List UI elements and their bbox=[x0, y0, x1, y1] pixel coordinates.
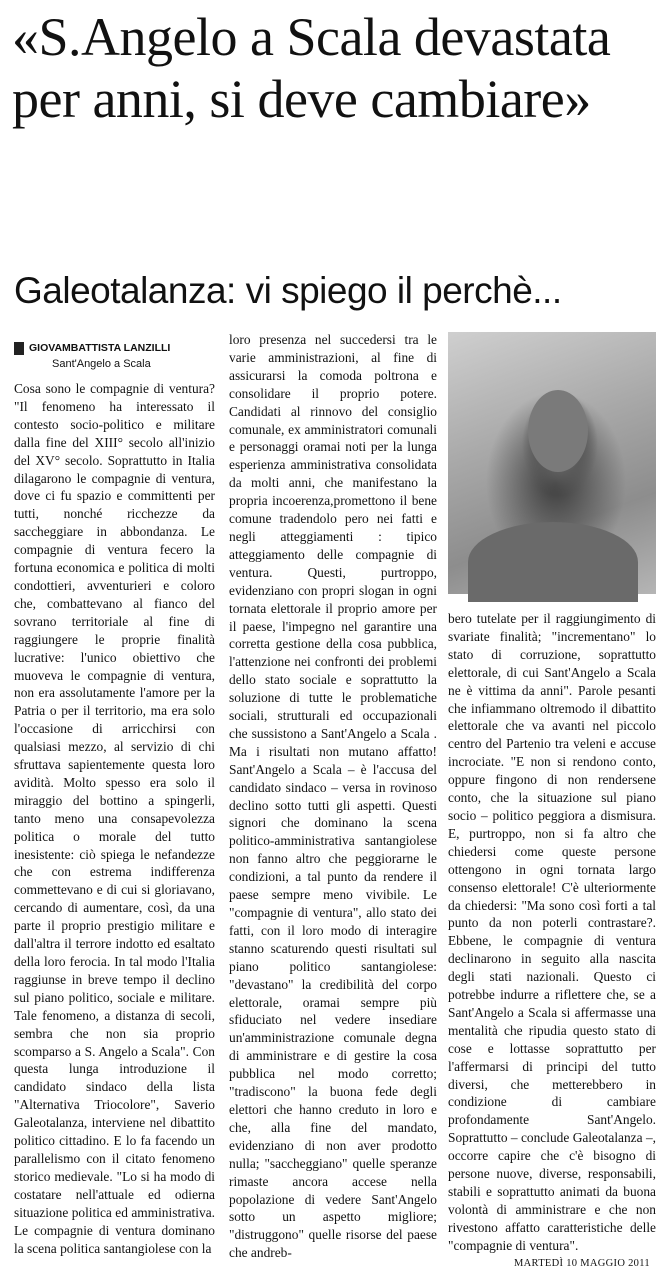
byline bbox=[14, 342, 224, 370]
author-name: GIOVAMBATTISTA LANZILLI bbox=[14, 342, 224, 355]
article-column-1: Cosa sono le compagnie di ventura? "Il fenomeno ha interessato il contesto socio-politico e militare dalla fine del XIII° secolo all'inizio del XV° secolo. Soprattutto in Italia dilagarono le compagnie di ventura, dove ci fu spazio e committenti per tutti, nonché ricchezze da saccheggiare in abbondanza. Le compagnie di ventura fecero la fortuna economica e politica di molti condottieri, avventurieri e coloro che, combattevano al fianco del sovrano territoriale al fine di raggiungere le proprie finalità lucrative: l'unico obiettivo che muoveva le compagnie di ventura, non era assolutamente l'amore per la Patria o per il territorio, ma era solo l'occasione di arricchirsi con qualsiasi mezzo, al servizio di chi sfruttava sapientemente questa loro avidità. Molto spesso era solo il miraggio del bottino a spingerli, tanto meno una consapevolezza politica o morale del tutto inesistente: ciò spiega le nefandezze che con estrema indifferenza commettevano e di cui si gloriavano, cercando di aumentare, così, da una parte il proprio prestigio militare e dall'altra il terrore indotto ed esaltato della loro ferocia. In tal modo l'Italia raggiunse in breve tempo il declino sul piano politico, sociale e militare. Tale fenomeno, a distanza di secoli, sembra che non sia proprio scomparso a S. Angelo a Scala". Con questa lunga introduzione il candidato sindaco della lista "Alternativa Triocolore", Saverio Galeotalanza, interviene nel dibattito politico cittadino. E lo fa facendo un parallelismo con il citato fenomeno storico medievale. "Lo si ha modo di costatare nell'attuale ed odierna situazione politica ed amministrativa. Le compagnie di ventura dominano la scena politica santangiolese con la bbox=[14, 381, 215, 1256]
subheadline: Galeotalanza: vi spiego il perchè... bbox=[14, 270, 562, 311]
headline: «S.Angelo a Scala devastata per anni, si deve cambiare» bbox=[12, 7, 611, 129]
publication-date: MARTEDÌ 10 MAGGIO 2011 bbox=[514, 1258, 650, 1269]
article-column-2: loro presenza nel succedersi tra le varie amministrazioni, al fine di assicurarsi la comoda poltrona e consolidare il proprio potere. Candidati al rinnovo del consiglio comunale, ex amministratori comunali e personaggi oramai noti per la lunga esperienza amministrativa consolidata da molti anni, che manifestano la propria incoerenza,promettono il bene comune tradendolo pero nei fatti e negli atteggiamenti : tipico atteggiamento delle compagnie di ventura. Questi, purtroppo, evidenziano con propri slogan in ogni tornata elettorale il proprio amore per il paese, l'impegno nel garantire una corretta gestione della cosa pubblica, l'attenzione nei confronti dei problemi dello stato sociale e soprattutto la soluzione di tutte le problematiche sociali, strutturali ed occupazionali che sussistono a Sant'Angelo a Scala . Ma i risultati non mutano affatto! Sant'Angelo a Scala – è l'accusa del candidato sindaco – versa in rovinoso declino sotto tutti gli aspetti. Questi signori che dominano la scena politico-amministrativa santangiolese non fanno altro che peggiorarne le condizioni, a tal punto da rendere il paese sempre meno vivibile. Le "compagnie di ventura", allo stato dei fatti, con il loro modo di interagire stanno scaturendo questi risultati sul piano politico santangiolese: "devastano" la credibilità del corpo elettorale, oramai sempre più sfiduciato nel vedere insediare un'amministrazione comunale degna di amministrare e di gestire la cosa pubblica nel modo corretto; "tradiscono" la buona fede degli elettori che hanno creduto in loro e che, alla fine del mandato, evidenziano di non aver prodotto nulla; "saccheggiano" quelle speranze rimaste ancora accese nella popolazione di vedere Sant'Angelo sotto un aspetto migliore; "distruggono" quelle risorse del paese che andreb- bbox=[229, 332, 437, 1261]
author-location: Sant'Angelo a Scala bbox=[52, 358, 151, 370]
portrait-photo bbox=[448, 332, 656, 594]
article-column-3: bero tutelate per il raggiungimento di svariate finalità; "incrementano" lo stato di corruzione, soprattutto elettorale, di cui Sant'Angelo a Scala ne è vittima da anni". Parole pesanti che infiammano oltremodo il dibattito elettorale che va avanti nel piccolo centro del Partenio tra veleni e accuse incrociate. "E non si rendono conto, oppure fingono di non rendersene conto, che la situazione sul piano socio – politico peggiora a dismisura. E, purtroppo, non si fa altro che chiedersi come queste persone ottengono in ogni tornata largo consenso elettorale! C'è ulteriormente da chiedersi: "Ma sono così forti a tal punto da non poterli contrastare?. Ebbene, le compagnie di ventura declinarono in seguito alla nascita degli stati nazionali. Questo ci potrebbe indurre a riflettere che, se a Sant'Angelo a Scala si affermasse una mentalità che ripudia questo stato di cose e lottasse soprattutto per l'affermarsi di principi del tutto diversi, che metterebbero in condizione di cambiare profondamente Sant'Angelo. Soprattutto – conclude Galeotalanza –, occorre capire che c'è bisogno di persone nuove, diverse, responsabili, stabili e soprattutto animati da buona volontà di amministrare e che non rivestono affatto caratteristiche delle "compagnie di ventura". bbox=[448, 611, 656, 1253]
photo-figure-head bbox=[528, 390, 588, 472]
photo-figure-shoulders bbox=[468, 522, 638, 602]
